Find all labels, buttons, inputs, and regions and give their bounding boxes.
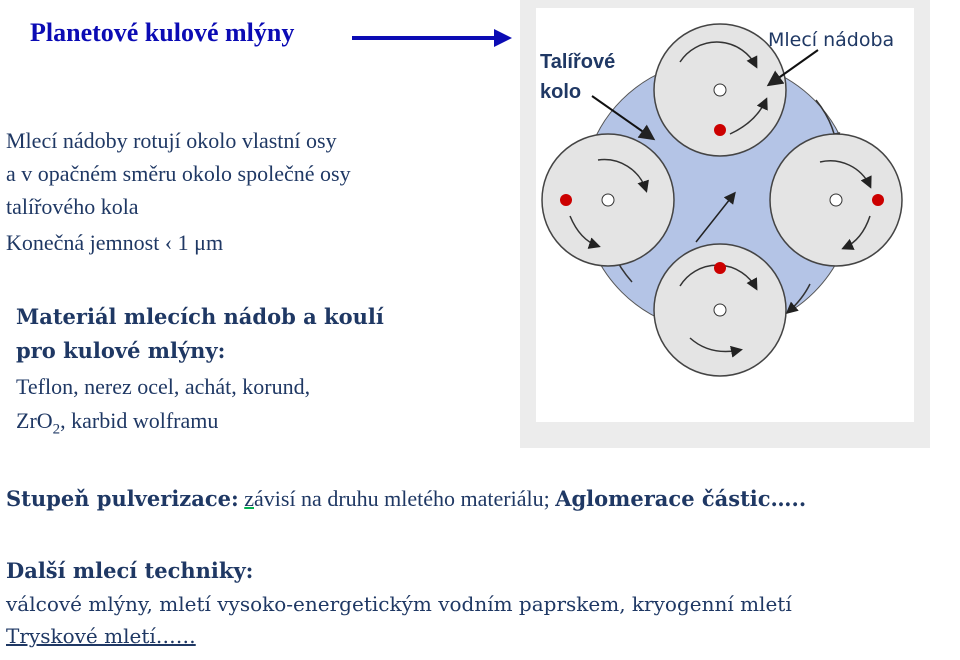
plate-label-line-2: kolo [540,81,582,103]
material-zro-text: ZrO [16,408,53,433]
vessel-left [542,134,674,266]
description-line-1: Mlecí nádoby rotují okolo vlastní osy [6,128,337,153]
jet-milling-link[interactable]: Tryskové mletí…… [6,624,196,648]
description-line-3: talířového kola [6,194,139,219]
material-list-2-rest: , karbid wolframu [60,408,219,433]
vessel-top [654,24,786,156]
pulverization-first-letter: z [244,486,254,511]
material-zro-subscript: 2 [52,421,61,438]
material-heading-1: Materiál mlecích nádob a koulí [16,304,384,329]
plate-label-line-1: Talířové [540,51,616,73]
pulverization-line [6,486,806,512]
material-list-1: Teflon, nerez ocel, achát, korund, [16,374,311,399]
planetary-mill-diagram [520,0,930,448]
title-arrow [350,26,515,50]
description-line-2: a v opačném směru okolo společné osy [6,161,351,186]
vessel-bottom [654,244,786,376]
pulverization-text: ávisí na druhu mletého materiálu; [254,486,550,511]
pulverization-label: Stupeň pulverizace: [6,486,239,511]
vessel-label: Mlecí nádoba [768,29,895,51]
material-list-2 [16,408,218,438]
vessel-right [770,134,902,266]
agglomeration-text: Aglomerace částic….. [555,486,807,511]
other-techniques-heading: Další mlecí techniky: [6,558,254,583]
material-heading-2: pro kulové mlýny: [16,338,226,363]
page-title: Planetové kulové mlýny [30,18,295,47]
other-techniques-list: válcové mlýny, mletí vysoko-energetickým vodním paprskem, kryogenní mletí [6,592,792,616]
fineness-note: Konečná jemnost ‹ 1 μm [6,230,224,255]
